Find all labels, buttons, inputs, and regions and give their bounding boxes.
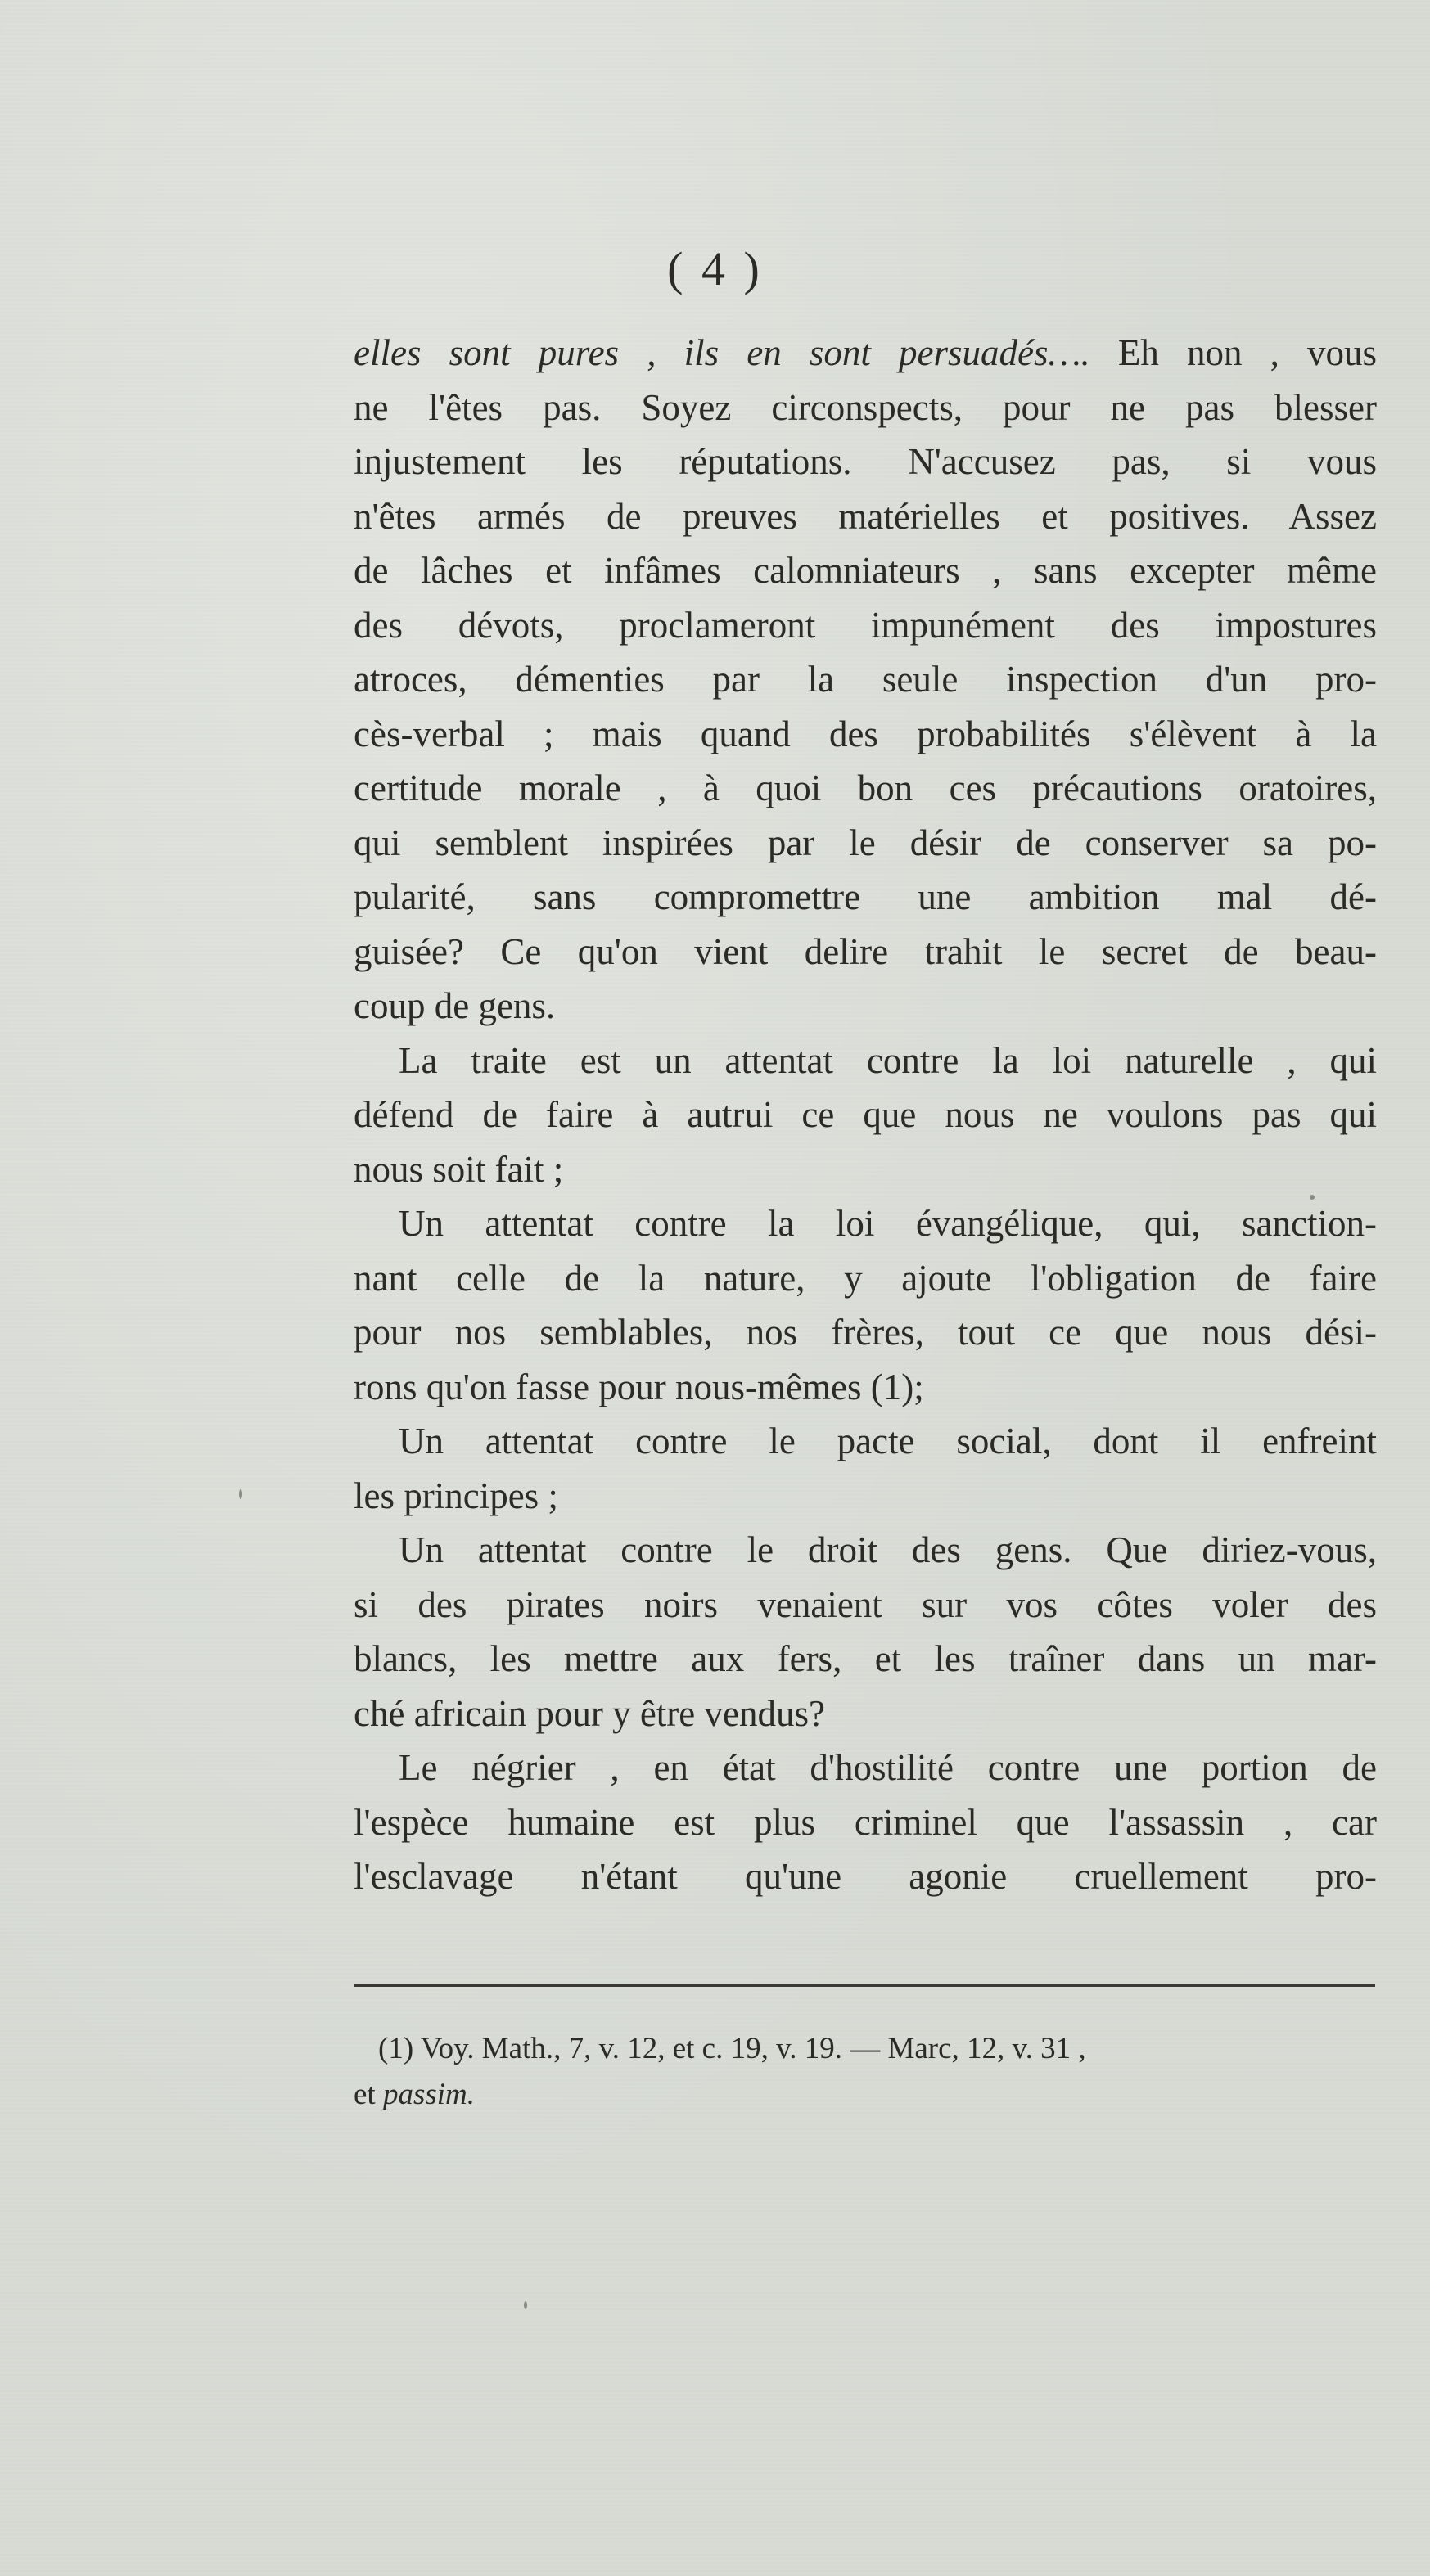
text-line: nant celle de la nature, y ajoute l'obligation de faire xyxy=(354,1257,1377,1299)
text-line: atroces, démenties par la seule inspection d'un pro- xyxy=(354,659,1377,700)
paper-speck xyxy=(1310,1195,1315,1200)
text-line: Un attentat contre le droit des gens. Que diriez-vous, xyxy=(399,1529,1377,1570)
text-line: l'esclavage n'étant qu'une agonie cruellement pro- xyxy=(354,1856,1377,1897)
text-line: rons qu'on fasse pour nous-mêmes (1); xyxy=(354,1366,924,1407)
text-line: Un attentat contre le pacte social, dont il enfreint xyxy=(399,1421,1377,1461)
paper-speck xyxy=(524,2301,527,2309)
text-line: guisée? Ce qu'on vient delire trahit le secret de beau- xyxy=(354,930,1377,972)
text-line: les principes ; xyxy=(354,1475,558,1516)
text-line: n'êtes armés de preuves matérielles et positives. Assez xyxy=(354,495,1377,537)
text-line: certitude morale , à quoi bon ces précautions oratoires, xyxy=(354,768,1377,808)
text-line: l'espèce humaine est plus criminel que l'assassin , car xyxy=(354,1801,1377,1843)
text-line: pularité, sans compromettre une ambition mal dé- xyxy=(354,876,1377,917)
footnote-divider xyxy=(354,1984,1375,1987)
text-line: injustement les réputations. N'accusez pas, si vous xyxy=(354,441,1377,482)
footnote xyxy=(354,2026,1377,2118)
text-line: des dévots, proclameront impunément des impostures xyxy=(354,604,1377,646)
text-line: La traite est un attentat contre la loi naturelle , qui xyxy=(399,1039,1377,1081)
footnote-line xyxy=(354,2072,1377,2118)
text-line xyxy=(354,326,1377,381)
text-line: ché africain pour y être vendus? xyxy=(354,1692,825,1734)
text-line: Le négrier , en état d'hostilité contre une portion de xyxy=(399,1747,1377,1788)
line-text: Eh non , vous xyxy=(1089,332,1378,373)
text-line: coup de gens. xyxy=(354,985,556,1026)
body-text xyxy=(354,326,1377,1904)
text-line: défend de faire à autrui ce que nous ne voulons pas qui xyxy=(354,1094,1377,1135)
text-line: ne l'êtes pas. Soyez circonspects, pour ne pas blesser xyxy=(354,386,1377,428)
text-line: qui semblent inspirées par le désir de conserver sa po- xyxy=(354,822,1377,863)
page-number: ( 4 ) xyxy=(667,242,763,295)
text-line: de lâches et infâmes calomniateurs , sans excepter même xyxy=(354,550,1377,591)
text-line: si des pirates noirs venaient sur vos côtes voler des xyxy=(354,1583,1377,1625)
text-line: blancs, les mettre aux fers, et les traîner dans un mar- xyxy=(354,1638,1377,1679)
text-line: nous soit fait ; xyxy=(354,1148,564,1190)
paper-speck xyxy=(239,1489,242,1499)
text-line: pour nos semblables, nos frères, tout ce que nous dési- xyxy=(354,1312,1377,1353)
footnote-line: (1) Voy. Math., 7, v. 12, et c. 19, v. 19. — Marc, 12, v. 31 , xyxy=(378,2032,1086,2065)
text-line: cès-verbal ; mais quand des probabilités s'élèvent à la xyxy=(354,713,1377,754)
footnote-prefix: et xyxy=(354,2078,383,2111)
text-line: Un attentat contre la loi évangélique, qui, sanction- xyxy=(399,1203,1377,1244)
footnote-italic: passim. xyxy=(382,2078,476,2111)
italic-phrase: elles sont pures , ils en sont persuadés…. xyxy=(354,332,1090,373)
